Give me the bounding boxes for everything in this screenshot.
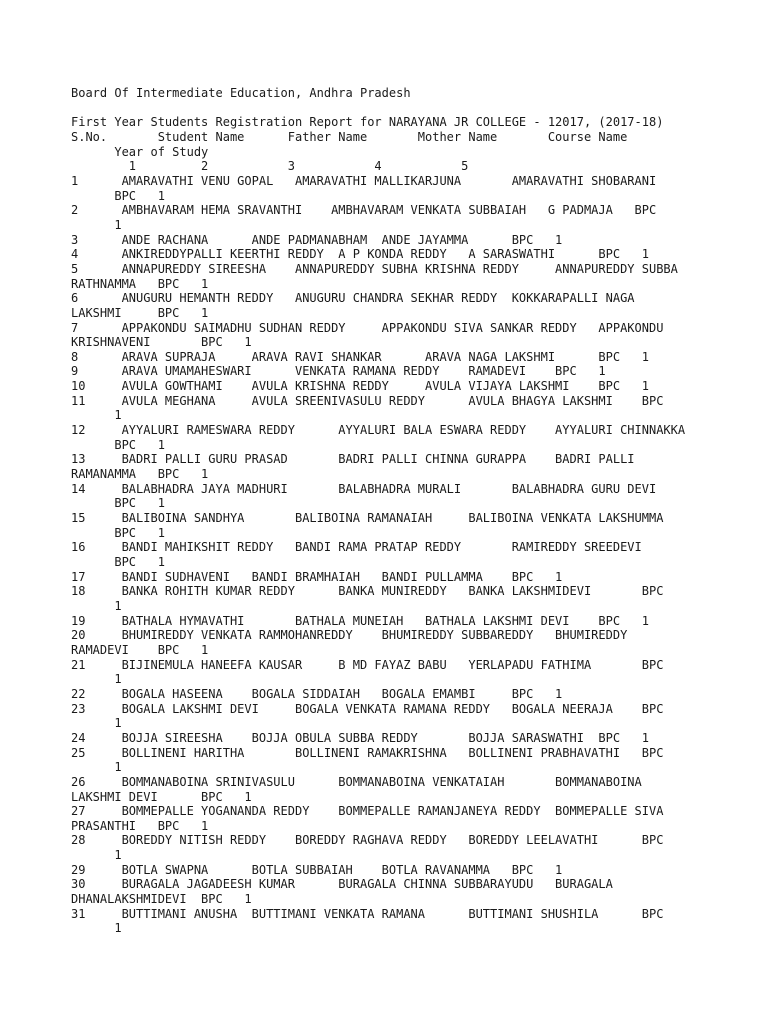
report-line: 1 — [71, 217, 122, 232]
report-line: KRISHNAVENI BPC 1 — [71, 335, 252, 350]
report-line: BPC 1 — [71, 496, 165, 511]
report-line: 17 BANDI SUDHAVENI BANDI BRAMHAIAH BANDI PULLAMMA BPC 1 — [71, 569, 563, 584]
report-line: BPC 1 — [71, 437, 165, 452]
report-line: 15 BALIBOINA SANDHYA BALIBOINA RAMANAIAH BALIBOINA VENKATA LAKSHUMMA — [71, 511, 664, 526]
report-line: 29 BOTLA SWAPNA BOTLA SUBBAIAH BOTLA RAVANAMMA BPC 1 — [71, 862, 563, 877]
report-line: 1 — [71, 672, 122, 687]
report-line: BPC 1 — [71, 188, 165, 203]
report-line: 10 AVULA GOWTHAMI AVULA KRISHNA REDDY AVULA VIJAYA LAKSHMI BPC 1 — [71, 379, 649, 394]
report-line: 16 BANDI MAHIKSHIT REDDY BANDI RAMA PRATAP REDDY RAMIREDDY SREEDEVI — [71, 540, 642, 555]
report-line: 19 BATHALA HYMAVATHI BATHALA MUNEIAH BATHALA LAKSHMI DEVI BPC 1 — [71, 613, 649, 628]
report-line: 27 BOMMEPALLE YOGANANDA REDDY BOMMEPALLE RAMANJANEYA REDDY BOMMEPALLE SIVA — [71, 804, 664, 819]
report-line: 28 BOREDDY NITISH REDDY BOREDDY RAGHAVA REDDY BOREDDY LEELAVATHI BPC — [71, 833, 664, 848]
report-line: 1 AMARAVATHI VENU GOPAL AMARAVATHI MALLIKARJUNA AMARAVATHI SHOBARANI — [71, 173, 657, 188]
table-header-line: S.No. Student Name Father Name Mother Name Course Name — [71, 129, 628, 144]
report-line: 22 BOGALA HASEENA BOGALA SIDDAIAH BOGALA EMAMBI BPC 1 — [71, 686, 563, 701]
report-line: 11 AVULA MEGHANA AVULA SREENIVASULU REDDY AVULA BHAGYA LAKSHMI BPC — [71, 393, 664, 408]
report-line: 4 ANKIREDDYPALLI KEERTHI REDDY A P KONDA REDDY A SARASWATHI BPC 1 — [71, 247, 649, 262]
report-line: BPC 1 — [71, 525, 165, 540]
report-line: RATHNAMMA BPC 1 — [71, 276, 209, 291]
board-title: Board Of Intermediate Education, Andhra Pradesh — [71, 86, 411, 100]
report-line: DHANALAKSHMIDEVI BPC 1 — [71, 892, 252, 907]
report-line: RAMANAMMA BPC 1 — [71, 467, 209, 482]
report-line: PRASANTHI BPC 1 — [71, 818, 209, 833]
report-line: 31 BUTTIMANI ANUSHA BUTTIMANI VENKATA RAMANA BUTTIMANI SHUSHILA BPC — [71, 906, 664, 921]
report-line: 21 BIJINEMULA HANEEFA KAUSAR B MD FAYAZ BABU YERLAPADU FATHIMA BPC — [71, 657, 664, 672]
report-line: 8 ARAVA SUPRAJA ARAVA RAVI SHANKAR ARAVA NAGA LAKSHMI BPC 1 — [71, 349, 649, 364]
report-title: First Year Students Registration Report for NARAYANA JR COLLEGE - 12017, (2017-18) — [71, 115, 664, 130]
report-line: 2 AMBHAVARAM HEMA SRAVANTHI AMBHAVARAM VENKATA SUBBAIAH G PADMAJA BPC — [71, 203, 657, 218]
report-line: 14 BALABHADRA JAYA MADHURI BALABHADRA MURALI BALABHADRA GURU DEVI — [71, 481, 657, 496]
report-line: 24 BOJJA SIREESHA BOJJA OBULA SUBBA REDDY BOJJA SARASWATHI BPC 1 — [71, 730, 649, 745]
table-header-line: 1 2 3 4 5 — [71, 159, 469, 174]
report-line: 1 — [71, 921, 122, 936]
report-line: 1 — [71, 760, 122, 775]
report-line: 26 BOMMANABOINA SRINIVASULU BOMMANABOINA VENKATAIAH BOMMANABOINA — [71, 774, 642, 789]
report-line: RAMADEVI BPC 1 — [71, 642, 209, 657]
report-line: 1 — [71, 408, 122, 423]
report-line: 13 BADRI PALLI GURU PRASAD BADRI PALLI CHINNA GURAPPA BADRI PALLI — [71, 452, 635, 467]
report-line: 23 BOGALA LAKSHMI DEVI BOGALA VENKATA RAMANA REDDY BOGALA NEERAJA BPC — [71, 701, 664, 716]
report-line: LAKSHMI DEVI BPC 1 — [71, 789, 252, 804]
table-header-line: Year of Study — [71, 144, 209, 159]
report-line: 9 ARAVA UMAMAHESWARI VENKATA RAMANA REDDY RAMADEVI BPC 1 — [71, 364, 606, 379]
report-line: 12 AYYALURI RAMESWARA REDDY AYYALURI BALA ESWARA REDDY AYYALURI CHINNAKKA — [71, 423, 686, 438]
report-line: 20 BHUMIREDDY VENKATA RAMMOHANREDDY BHUMIREDDY SUBBAREDDY BHUMIREDDY — [71, 628, 628, 643]
document-text — [71, 86, 711, 936]
report-line: LAKSHMI BPC 1 — [71, 305, 209, 320]
report-line: 30 BURAGALA JAGADEESH KUMAR BURAGALA CHINNA SUBBARAYUDU BURAGALA — [71, 877, 613, 892]
report-line: 7 APPAKONDU SAIMADHU SUDHAN REDDY APPAKONDU SIVA SANKAR REDDY APPAKONDU — [71, 320, 664, 335]
report-line: 3 ANDE RACHANA ANDE PADMANABHAM ANDE JAYAMMA BPC 1 — [71, 232, 563, 247]
report-line: 1 — [71, 848, 122, 863]
report-line: 25 BOLLINENI HARITHA BOLLINENI RAMAKRISHNA BOLLINENI PRABHAVATHI BPC — [71, 745, 664, 760]
report-line: 1 — [71, 716, 122, 731]
report-line: 6 ANUGURU HEMANTH REDDY ANUGURU CHANDRA SEKHAR REDDY KOKKARAPALLI NAGA — [71, 291, 635, 306]
report-line: 5 ANNAPUREDDY SIREESHA ANNAPUREDDY SUBHA KRISHNA REDDY ANNAPUREDDY SUBBA — [71, 261, 678, 276]
report-line: 18 BANKA ROHITH KUMAR REDDY BANKA MUNIREDDY BANKA LAKSHMIDEVI BPC — [71, 584, 664, 599]
report-line: BPC 1 — [71, 555, 165, 569]
document-page — [71, 86, 711, 936]
report-line: 1 — [71, 598, 122, 613]
